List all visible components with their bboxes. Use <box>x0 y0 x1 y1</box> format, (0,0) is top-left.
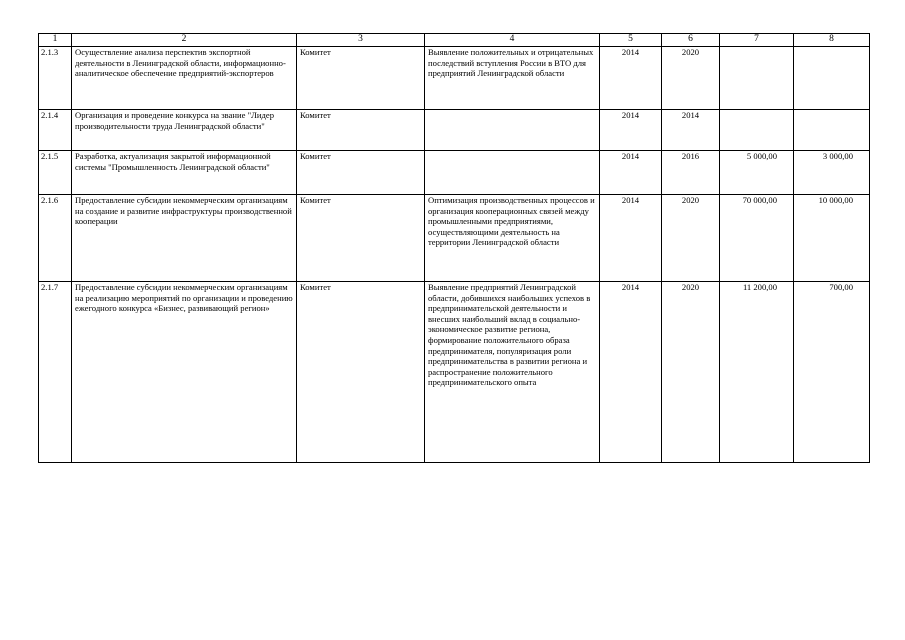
column-header: 3 <box>297 34 425 47</box>
column-header: 8 <box>794 34 870 47</box>
table-row <box>39 151 870 195</box>
activity-name: Организация и проведение конкурса на звание "Лидер производительности труда Ленинградской области" <box>72 110 297 151</box>
expected-result: Выявление предприятий Ленинградской области, добившихся наибольших успехов в предпринимательской деятельности и внесших наибольший вклад в социально-экономическое развитие региона, формирование положительного образа предпринимателя, популяризация роли предпринимательства в развитии региона и распространение положительного предпринимательского опыта <box>425 282 600 463</box>
first-year-amount: 10 000,00 <box>794 195 870 282</box>
end-year: 2020 <box>662 195 720 282</box>
end-year: 2020 <box>662 47 720 110</box>
executor: Комитет <box>297 195 425 282</box>
executor: Комитет <box>297 47 425 110</box>
table-row <box>39 110 870 151</box>
item-code: 2.1.6 <box>39 195 72 282</box>
end-year: 2014 <box>662 110 720 151</box>
end-year: 2020 <box>662 282 720 463</box>
total-amount <box>720 47 794 110</box>
column-header: 5 <box>600 34 662 47</box>
start-year: 2014 <box>600 282 662 463</box>
start-year: 2014 <box>600 47 662 110</box>
executor: Комитет <box>297 110 425 151</box>
table-row <box>39 47 870 110</box>
first-year-amount <box>794 47 870 110</box>
activity-name: Разработка, актуализация закрытой информационной системы "Промышленность Ленинградской области" <box>72 151 297 195</box>
start-year: 2014 <box>600 195 662 282</box>
expected-result <box>425 110 600 151</box>
activity-name: Предоставление субсидии некоммерческим организациям на реализацию мероприятий по организации и проведению ежегодного конкурса «Бизнес, развивающий регион» <box>72 282 297 463</box>
total-amount: 5 000,00 <box>720 151 794 195</box>
table-row <box>39 195 870 282</box>
measures-table <box>38 33 870 463</box>
item-code: 2.1.5 <box>39 151 72 195</box>
column-header: 1 <box>39 34 72 47</box>
activity-name: Предоставление субсидии некоммерческим организациям на создание и развитие инфраструктуры производственной кооперации <box>72 195 297 282</box>
expected-result: Выявление положительных и отрицательных последствий вступления России в ВТО для предприятий Ленинградской области <box>425 47 600 110</box>
column-header: 7 <box>720 34 794 47</box>
total-amount: 11 200,00 <box>720 282 794 463</box>
column-header: 4 <box>425 34 600 47</box>
expected-result: Оптимизация производственных процессов и организация кооперационных связей между промышленными предприятиями, осуществляющими деятельность на территории Ленинградской области <box>425 195 600 282</box>
start-year: 2014 <box>600 151 662 195</box>
header-row <box>39 34 870 47</box>
column-header: 6 <box>662 34 720 47</box>
executor: Комитет <box>297 151 425 195</box>
end-year: 2016 <box>662 151 720 195</box>
expected-result <box>425 151 600 195</box>
total-amount: 70 000,00 <box>720 195 794 282</box>
first-year-amount: 700,00 <box>794 282 870 463</box>
column-header: 2 <box>72 34 297 47</box>
total-amount <box>720 110 794 151</box>
first-year-amount <box>794 110 870 151</box>
table-row <box>39 282 870 463</box>
item-code: 2.1.3 <box>39 47 72 110</box>
executor: Комитет <box>297 282 425 463</box>
first-year-amount: 3 000,00 <box>794 151 870 195</box>
item-code: 2.1.7 <box>39 282 72 463</box>
item-code: 2.1.4 <box>39 110 72 151</box>
activity-name: Осуществление анализа перспектив экспортной деятельности в Ленинградской области, информационно-аналитическое обеспечение предприятий-экспортеров <box>72 47 297 110</box>
start-year: 2014 <box>600 110 662 151</box>
